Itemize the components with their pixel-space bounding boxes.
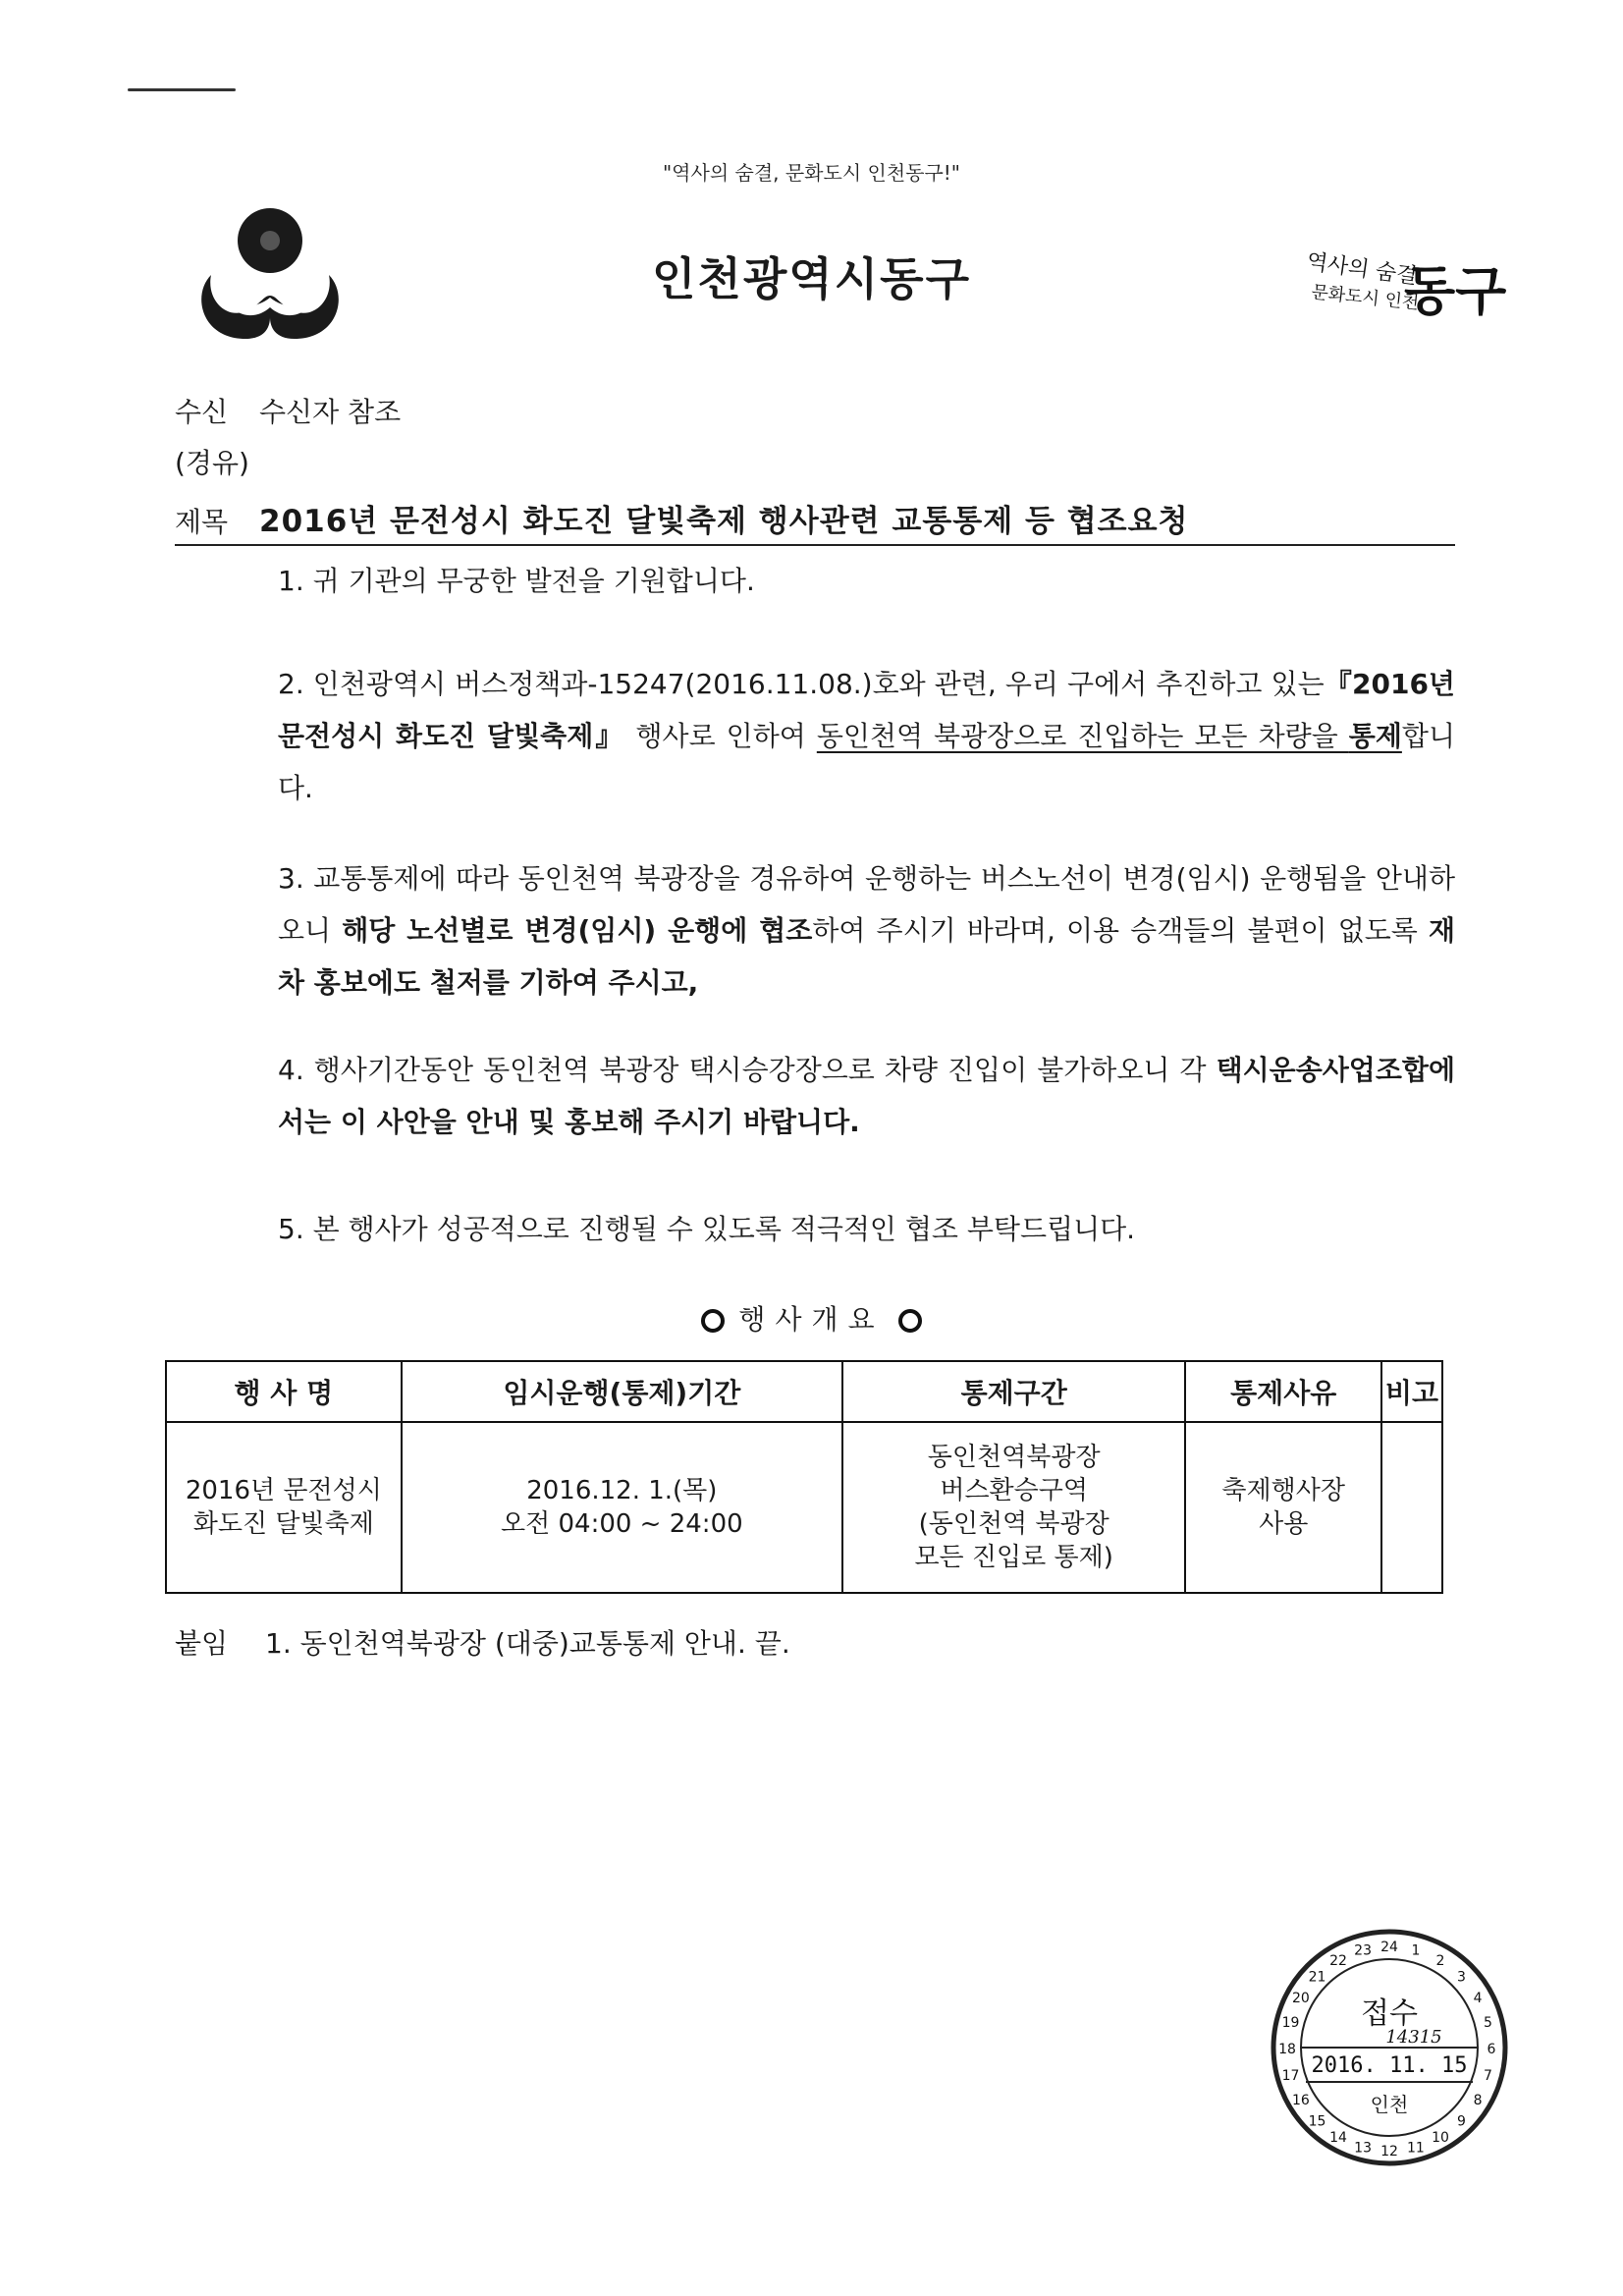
overview-title: 행사개요: [738, 1303, 885, 1336]
area-line-1: 동인천역북광장: [927, 1443, 1101, 1472]
stamp-day-number: 5: [1484, 2015, 1492, 2032]
recipient-label: 수신: [175, 396, 229, 428]
stamp-day-number: 11: [1406, 2140, 1425, 2157]
paragraph-1-text: 1. 귀 기관의 무궁한 발전을 기원합니다.: [278, 565, 755, 597]
cell-reason: [1185, 1422, 1381, 1593]
cell-event-name: [166, 1422, 402, 1593]
paragraph-3-bold-2: 재차 홍보에도 철저를 기하여 주시고,: [278, 914, 1456, 999]
reason-line-1: 축제행사장: [1221, 1476, 1345, 1505]
paragraph-1: [175, 555, 1455, 607]
via-label: (경유): [175, 447, 249, 479]
cell-note: [1381, 1422, 1442, 1593]
paragraph-4-part-a: 4. 행사기간동안 동인천역 북광장 택시승강장으로 차량 진입이 불가하오니 각: [278, 1054, 1217, 1086]
paragraph-2-part-c: 행사로 인하여: [624, 720, 817, 752]
header-reason: 통제사유: [1185, 1361, 1381, 1422]
svg-text:문화도시 인천: 문화도시 인천: [1310, 282, 1421, 314]
cell-period: [402, 1422, 842, 1593]
stamp-day-number: 18: [1278, 2042, 1296, 2057]
cell-area: [842, 1422, 1185, 1593]
area-line-3: (동인천역 북광장: [918, 1509, 1109, 1539]
stamp-day-number: 4: [1473, 1991, 1483, 2006]
reason-line-2: 사용: [1259, 1509, 1309, 1539]
stamp-day-number: 16: [1291, 2093, 1310, 2108]
stamp-day-number: 8: [1473, 2093, 1483, 2108]
stamp-day-number: 13: [1354, 2140, 1373, 2157]
stamp-title: 접수: [1361, 1996, 1418, 2031]
event-name-line-2: 화도진 달빛축제: [192, 1509, 374, 1539]
area-line-4: 모든 진입로 통제): [914, 1543, 1113, 1572]
event-table: [165, 1360, 1443, 1594]
stamp-day-number: 10: [1432, 2130, 1449, 2147]
stamp-day-number: 24: [1380, 1940, 1398, 1955]
subject-divider: [175, 544, 1455, 546]
paragraph-3-bold-1: 해당 노선별로 변경(임시) 운행에 협조: [342, 914, 813, 947]
table-header-row: [166, 1361, 1442, 1422]
circle-bullet-icon: [701, 1309, 725, 1333]
subject-label: 제목: [175, 506, 229, 538]
attachment-label: 붙임: [175, 1627, 229, 1660]
subject-value: 2016년 문전성시 화도진 달빛축제 행사관련 교통통제 등 협조요청: [259, 504, 1189, 539]
paragraph-4: [175, 1044, 1455, 1148]
stamp-day-number: 7: [1484, 2067, 1492, 2084]
paragraph-3-part-c: 하여 주시기 바라며, 이용 승객들의 불편이 없도록: [812, 914, 1429, 947]
paragraph-2-underlined: 동인천역 북광장으로 진입하는 모든 차량을: [816, 720, 1349, 752]
paragraph-3-text: [175, 852, 1455, 1009]
stamp-day-number: 14: [1329, 2130, 1347, 2147]
stamp-day-number: 23: [1354, 1942, 1373, 1959]
svg-text:동구: 동구: [1404, 259, 1507, 322]
header-area: 통제구간: [842, 1361, 1185, 1422]
stamp-day-number: 15: [1308, 2113, 1326, 2130]
stamp-day-number: 2: [1435, 1952, 1445, 1969]
area-line-2: 버스환승구역: [940, 1476, 1089, 1505]
stamp-day-number: 22: [1329, 1952, 1347, 1969]
paragraph-2: [175, 658, 1455, 814]
stamp-day-ring: [1278, 1940, 1495, 2159]
slogan: "역사의 숨결, 문화도시 인천동구!": [662, 161, 960, 185]
svg-text:역사의 숨결: 역사의 숨결: [1305, 249, 1419, 290]
paragraph-2-part-a: 2. 인천광역시 버스정책과-15247(2016.11.08.)호와 관련, 우리 구에서 추진하고 있는: [278, 668, 1325, 700]
paragraph-2-control: 통제: [1348, 720, 1402, 752]
paragraph-2-part-f: 합니다.: [278, 720, 1455, 804]
overview-heading: [0, 1298, 1623, 1338]
paragraph-4-bold: 택시운송사업조합에서는 이 사안을 안내 및 홍보해 주시기 바랍니다.: [278, 1054, 1455, 1138]
scan-mark: [128, 88, 236, 91]
period-line-1: 2016.12. 1.(목): [526, 1476, 718, 1505]
via-row: [175, 442, 249, 481]
header-note: 비고: [1381, 1361, 1442, 1422]
stamp-day-number: 21: [1308, 1969, 1326, 1986]
receipt-stamp: [1267, 1925, 1512, 2170]
stamp-date: 2016. 11. 15: [1311, 2053, 1468, 2078]
stamp-day-number: 3: [1457, 1969, 1466, 1986]
paragraph-5-text: 5. 본 행사가 성공적으로 진행될 수 있도록 적극적인 협조 부탁드립니다.: [278, 1213, 1136, 1245]
paragraph-2-text: [175, 658, 1455, 814]
recipient-value: 수신자 참조: [259, 396, 402, 428]
paragraph-3: [175, 852, 1455, 1009]
calligraphy-logo-icon: [1305, 231, 1507, 329]
attachment-text: 1. 동인천역북광장 (대중)교통통제 안내. 끝.: [265, 1627, 790, 1660]
recipient-row: [175, 391, 401, 430]
paragraph-4-text: [175, 1044, 1455, 1148]
stamp-day-number: 12: [1380, 2144, 1398, 2159]
event-name-line-1: 2016년 문전성시: [185, 1476, 382, 1505]
stamp-day-number: 17: [1281, 2067, 1300, 2084]
header-period: 임시운행(통제)기간: [402, 1361, 842, 1422]
circle-bullet-icon: [898, 1309, 922, 1333]
attachment-row: [175, 1622, 790, 1662]
stamp-day-number: 19: [1281, 2015, 1300, 2032]
stamp-day-number: 6: [1487, 2042, 1496, 2057]
stamp-day-number: 9: [1457, 2113, 1466, 2130]
paragraph-3-part-a: 3. 교통통제에 따라 동인천역 북광장을 경유하여 운행하는 버스노선이 변경(임시) 운행됨을 안내하오니: [278, 862, 1455, 947]
stamp-number: 14315: [1385, 2027, 1442, 2048]
organization-title: 인천광역시동구: [651, 252, 972, 305]
paragraph-2-event-name: 『2016년 문전성시 화도진 달빛축제』: [278, 668, 1455, 752]
subject-row: [175, 496, 1188, 540]
paragraph-5: [175, 1203, 1455, 1255]
stamp-day-number: 1: [1411, 1942, 1421, 1959]
header-event-name: 행 사 명: [166, 1361, 402, 1422]
stamp-org: 인천: [1370, 2093, 1409, 2116]
stamp-day-number: 20: [1291, 1991, 1310, 2006]
period-line-2: 오전 04:00 ~ 24:00: [500, 1509, 743, 1539]
table-row: [166, 1422, 1442, 1593]
